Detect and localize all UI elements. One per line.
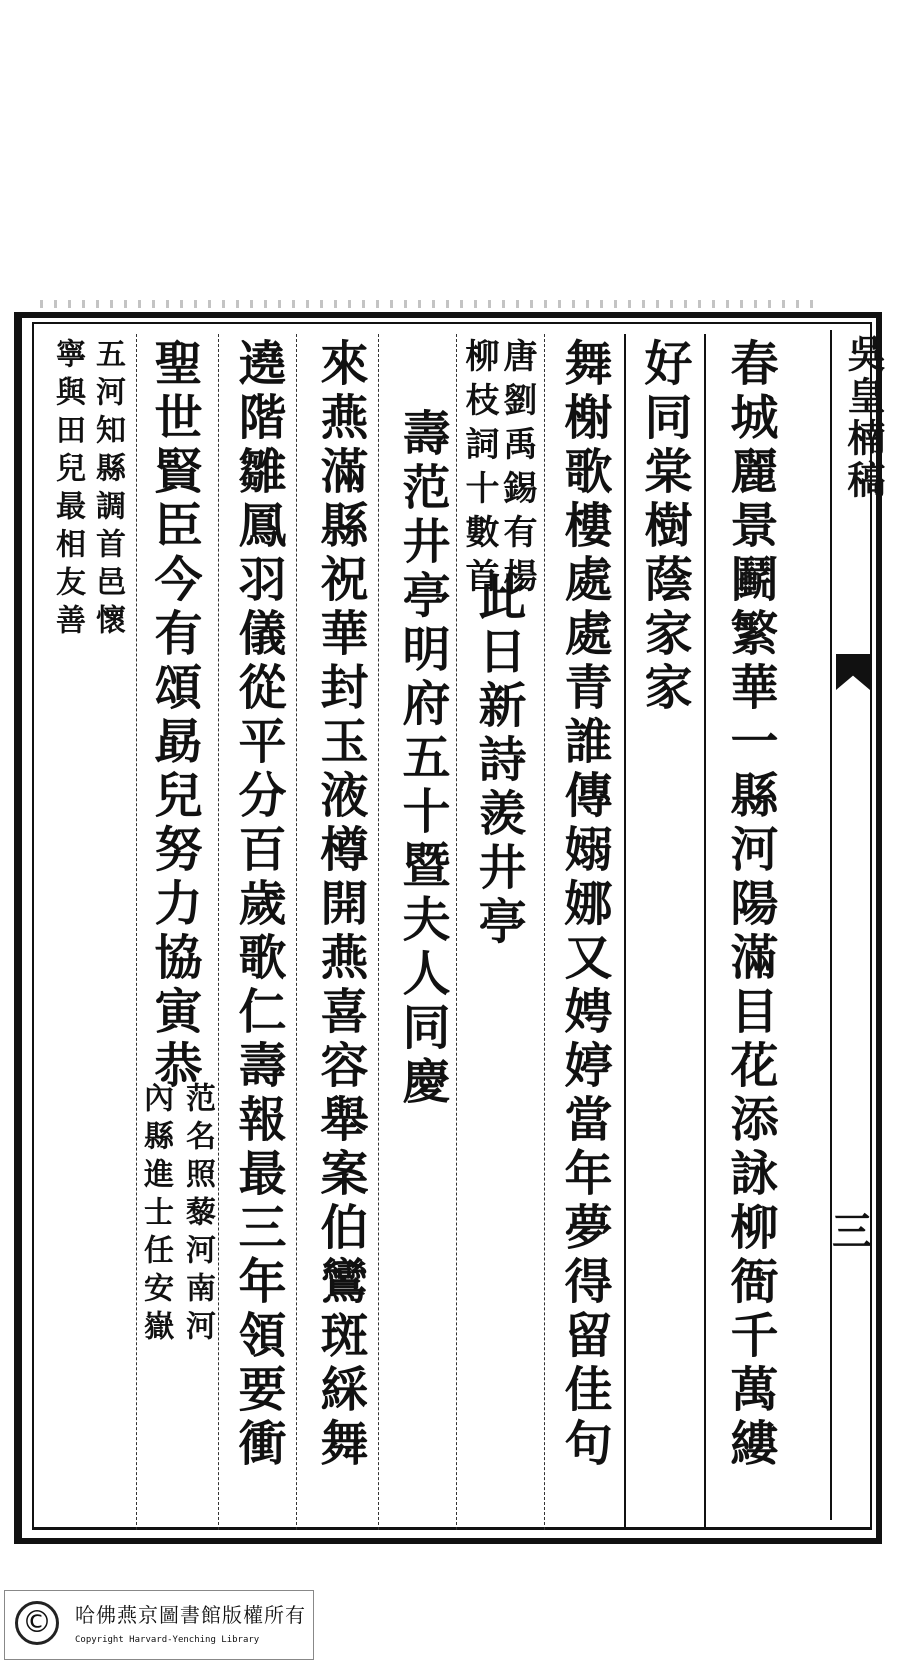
- print-specks: [40, 300, 820, 308]
- text-column-7: 遶階雛鳳羽儀從平分百歲歌仁壽報最三年領要衝: [230, 338, 286, 1472]
- text-column-8: 聖世賢臣今有頌勗兒努力協寅恭: [146, 338, 202, 1094]
- text-column-4-tail: 此日新詩羨井亭: [470, 572, 526, 950]
- copyright-chinese: 哈佛燕京圖書館版權所有: [75, 1603, 306, 1627]
- note-continuation-left: 寧與田兒最相友善: [50, 338, 85, 642]
- annotation-line-right: 唐劉禹錫有楊: [497, 338, 537, 602]
- column-rule: [218, 334, 219, 1530]
- copyright-icon: ©: [15, 1601, 59, 1645]
- column-rule: [544, 334, 545, 1530]
- column-rule: [624, 334, 626, 1530]
- column-rule: [296, 334, 297, 1530]
- copyright-english: Copyright Harvard-Yenching Library: [75, 1635, 260, 1645]
- folio-band: [830, 330, 874, 1520]
- note-line-right: 范名照藜河南河: [180, 1082, 215, 1348]
- folio-title: 吳皇楠稿: [841, 334, 886, 502]
- note-line-left: 內縣進士任安嶽: [138, 1082, 173, 1348]
- copyright-stamp: [4, 1590, 314, 1660]
- text-column-6: 來燕滿縣祝華封玉液樽開燕喜容舉案伯鸞斑綵舞: [312, 338, 368, 1472]
- folio-page-number: 三: [832, 1208, 872, 1255]
- column-rule: [378, 334, 379, 1530]
- column-rule: [136, 334, 137, 1530]
- poem-title: 壽范井亭明府五十暨夫人同慶: [394, 408, 450, 1110]
- text-column-2: 好同棠樹蔭家家: [636, 338, 692, 716]
- annotation-line-left: 柳枝詞十數首: [459, 338, 499, 602]
- note-continuation-right: 五河知縣調首邑懷: [90, 338, 125, 642]
- column-rule: [704, 334, 706, 1530]
- column-rule: [456, 334, 457, 1530]
- text-column-3: 舞榭歌樓處處青誰傳嫋娜又娉婷當年夢得留佳句: [556, 338, 612, 1472]
- text-column-1: 春城麗景鬬繁華一縣河陽滿目花添詠柳衙千萬縷: [722, 338, 778, 1472]
